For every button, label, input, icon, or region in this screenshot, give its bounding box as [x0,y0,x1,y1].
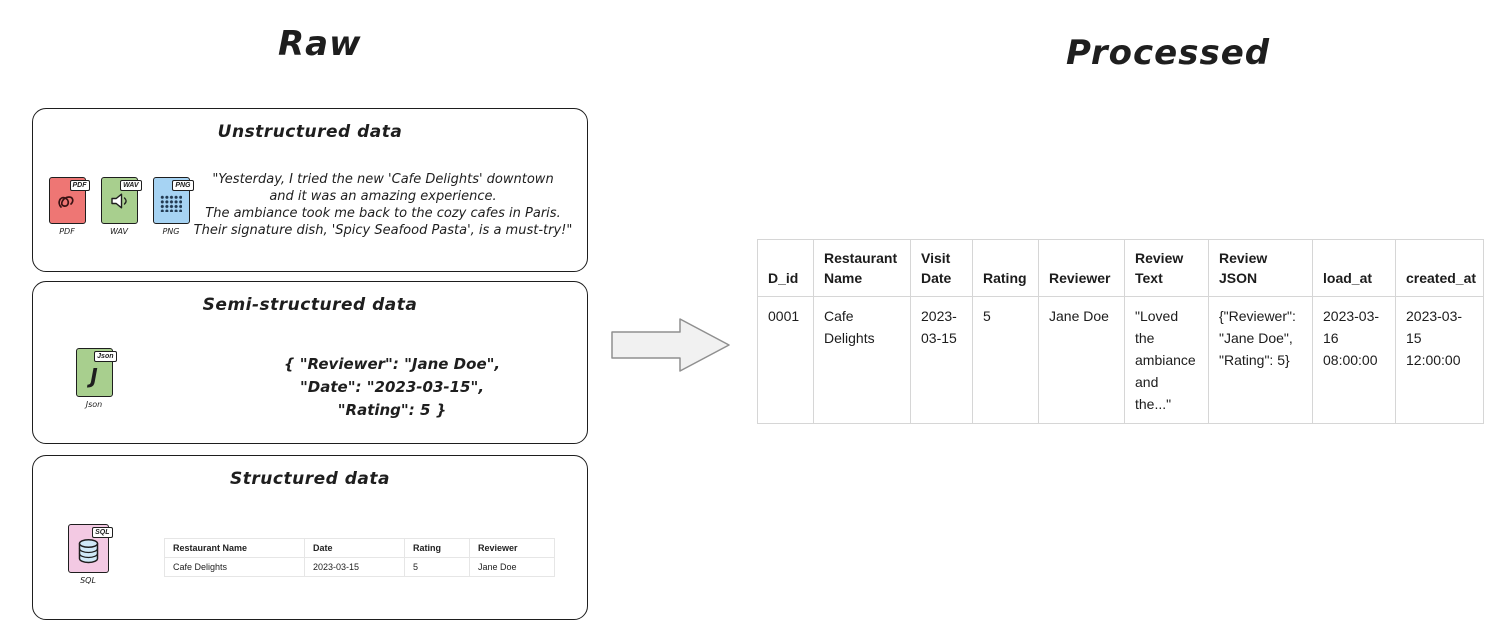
cell-visit-date: 2023-03-15 [911,297,973,424]
col-header-review-json: Review JSON [1209,240,1313,297]
mini-col-header: Reviewer [470,539,555,558]
database-icon [76,538,101,565]
col-header-load-at: load_at [1313,240,1396,297]
quote-line: "Yesterday, I tried the new 'Cafe Delights' downtown [212,172,554,187]
speaker-icon [109,191,130,211]
json-line: "Date": "2023-03-15", [299,378,485,396]
json-line: "Rating": 5 } [337,401,447,419]
col-header-rating: Rating [973,240,1039,297]
json-file-shape [76,348,113,397]
unstructured-box-title: Unstructured data [217,122,403,142]
mini-col-header: Rating [405,539,470,558]
json-line: { "Reviewer": "Jane Doe", [283,355,501,373]
png-label: PNG [162,227,180,236]
mini-cell: Jane Doe [470,558,555,577]
pdf-file-shape [49,177,86,224]
quote-line: Their signature dish, 'Spicy Seafood Pasta', is a must-try!" [193,223,573,238]
mini-cell: 2023-03-15 [305,558,405,577]
processed-table-header-row [758,240,1484,297]
mini-cell: Cafe Delights [165,558,305,577]
cell-reviewer: Jane Doe [1039,297,1125,424]
sql-tab-label: SQL [92,527,112,538]
mini-col-header: Date [305,539,405,558]
file-icons-row [46,177,192,236]
cell-restaurant-name: Cafe Delights [814,297,911,424]
col-header-visit-date: Visit Date [911,240,973,297]
semi-structured-box-title: Semi-structured data [202,295,418,315]
unstructured-data-box [32,108,588,272]
quote-line: and it was an amazing experience. [269,189,497,204]
cell-load-at: 2023-03-16 08:00:00 [1313,297,1396,424]
halftone-pattern-icon [160,195,182,212]
cell-created-at: 2023-03-15 12:00:00 [1396,297,1484,424]
sql-label: SQL [80,576,96,585]
mini-cell: 5 [405,558,470,577]
wav-file-shape [101,177,138,224]
wav-file-icon [98,177,140,236]
json-snippet [247,353,537,422]
mini-table-row [165,558,555,577]
processed-table-row [758,297,1484,424]
col-header-created-at: created_at [1396,240,1484,297]
structured-box-title: Structured data [230,469,390,489]
json-label: Json [85,400,103,409]
cell-rating: 5 [973,297,1039,424]
png-tab-label: PNG [172,180,193,191]
json-tab-label: Json [94,351,116,362]
quote-line: The ambiance took me back to the cozy cafes in Paris. [205,206,561,221]
processed-section-title: Processed [1066,33,1271,73]
raw-section-title: Raw [278,24,362,64]
col-header-d-id: D_id [758,240,814,297]
mini-table-header-row [165,539,555,558]
json-file-icon [73,348,115,409]
structured-data-box [32,455,588,620]
pdf-label: PDF [59,227,75,236]
cell-review-text: "Loved the ambiance and the..." [1125,297,1209,424]
pdf-swirl-icon [56,190,78,212]
col-header-review-text: Review Text [1125,240,1209,297]
col-header-restaurant-name: Restaurant Name [814,240,911,297]
wav-label: WAV [109,227,129,236]
transform-arrow-icon [611,317,731,373]
pdf-file-icon [46,177,88,236]
structured-mini-table [164,538,555,577]
col-header-reviewer: Reviewer [1039,240,1125,297]
wav-tab-label: WAV [120,180,141,191]
cell-d-id: 0001 [758,297,814,424]
cell-review-json: {"Reviewer": "Jane Doe", "Rating": 5} [1209,297,1313,424]
json-letter: J [90,363,98,388]
semi-structured-data-box [32,281,588,444]
mini-col-header: Restaurant Name [165,539,305,558]
review-quote-text [181,171,585,239]
sql-file-shape [68,524,109,573]
pdf-tab-label: PDF [70,180,90,191]
processed-table [757,239,1484,424]
sql-file-icon [67,524,109,585]
